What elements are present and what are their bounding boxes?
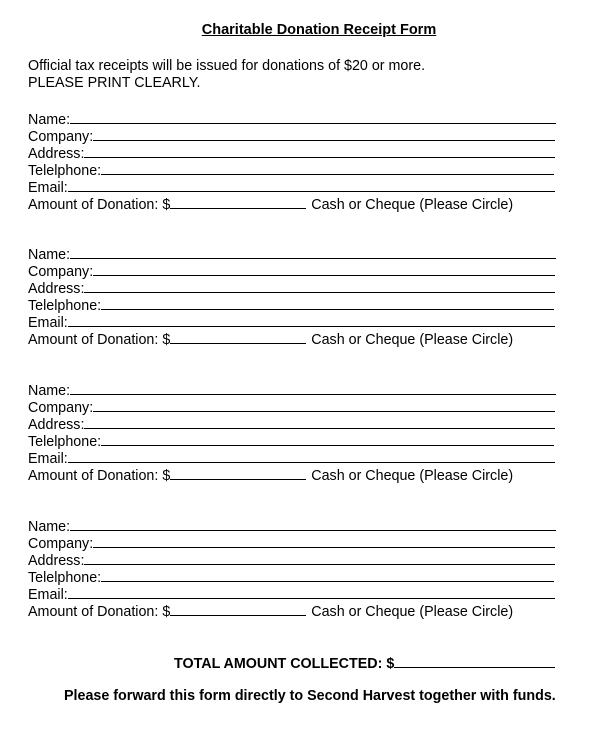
name-row: [28, 109, 568, 126]
email-row: [28, 448, 568, 465]
email-row: [28, 312, 568, 329]
telephone-label: Telelphone:: [28, 298, 102, 314]
amount-field[interactable]: [170, 465, 306, 480]
name-field[interactable]: [70, 516, 556, 531]
name-label: Name:: [28, 112, 71, 128]
name-row: [28, 516, 568, 533]
company-row: [28, 126, 568, 143]
total-amount-field[interactable]: [394, 653, 555, 668]
name-field[interactable]: [70, 380, 556, 395]
telephone-row: [28, 567, 568, 584]
donor-entry-block: [28, 109, 568, 211]
name-label: Name:: [28, 383, 71, 399]
address-label: Address:: [28, 281, 85, 297]
company-label: Company:: [28, 129, 94, 145]
telephone-row: [28, 295, 568, 312]
payment-method-text[interactable]: Cash or Cheque (Please Circle): [311, 604, 514, 620]
address-field[interactable]: [84, 143, 555, 158]
company-field[interactable]: [93, 261, 555, 276]
telephone-label: Telelphone:: [28, 570, 102, 586]
company-label: Company:: [28, 536, 94, 552]
form-title: Charitable Donation Receipt Form: [201, 22, 437, 38]
telephone-field[interactable]: [101, 567, 554, 582]
company-row: [28, 261, 568, 278]
amount-label: Amount of Donation: $: [28, 332, 171, 348]
telephone-field[interactable]: [101, 295, 554, 310]
address-label: Address:: [28, 417, 85, 433]
company-field[interactable]: [93, 397, 555, 412]
telephone-field[interactable]: [101, 160, 554, 175]
email-row: [28, 584, 568, 601]
company-label: Company:: [28, 264, 94, 280]
email-label: Email:: [28, 451, 68, 467]
name-row: [28, 380, 568, 397]
email-label: Email:: [28, 180, 68, 196]
intro-text: Official tax receipts will be issued for donations of $20 or more.: [28, 58, 426, 74]
email-field[interactable]: [68, 312, 555, 327]
address-field[interactable]: [84, 278, 555, 293]
amount-row: [28, 465, 568, 482]
amount-field[interactable]: [170, 601, 306, 616]
name-label: Name:: [28, 519, 71, 535]
telephone-label: Telelphone:: [28, 163, 102, 179]
address-row: [28, 414, 568, 431]
email-label: Email:: [28, 587, 68, 603]
telephone-row: [28, 160, 568, 177]
address-field[interactable]: [84, 414, 555, 429]
amount-label: Amount of Donation: $: [28, 604, 171, 620]
payment-method-text[interactable]: Cash or Cheque (Please Circle): [311, 197, 514, 213]
address-row: [28, 278, 568, 295]
amount-row: [28, 601, 568, 618]
address-label: Address:: [28, 553, 85, 569]
amount-row: [28, 329, 568, 346]
company-label: Company:: [28, 400, 94, 416]
amount-field[interactable]: [170, 329, 306, 344]
telephone-field[interactable]: [101, 431, 554, 446]
print-clearly-note: PLEASE PRINT CLEARLY.: [28, 75, 201, 91]
amount-row: [28, 194, 568, 211]
amount-label: Amount of Donation: $: [28, 197, 171, 213]
email-label: Email:: [28, 315, 68, 331]
company-row: [28, 533, 568, 550]
total-amount-label: TOTAL AMOUNT COLLECTED: $: [174, 656, 395, 672]
name-label: Name:: [28, 247, 71, 263]
amount-label: Amount of Donation: $: [28, 468, 171, 484]
company-field[interactable]: [93, 533, 555, 548]
telephone-row: [28, 431, 568, 448]
donor-entry-block: [28, 244, 568, 346]
donor-entry-block: [28, 380, 568, 482]
address-row: [28, 550, 568, 567]
address-row: [28, 143, 568, 160]
address-label: Address:: [28, 146, 85, 162]
email-field[interactable]: [68, 584, 555, 599]
amount-field[interactable]: [170, 194, 306, 209]
name-field[interactable]: [70, 244, 556, 259]
email-row: [28, 177, 568, 194]
name-row: [28, 244, 568, 261]
telephone-label: Telelphone:: [28, 434, 102, 450]
payment-method-text[interactable]: Cash or Cheque (Please Circle): [311, 468, 514, 484]
name-field[interactable]: [70, 109, 556, 124]
company-field[interactable]: [93, 126, 555, 141]
total-amount-row: [174, 653, 555, 672]
donor-entry-block: [28, 516, 568, 618]
address-field[interactable]: [84, 550, 555, 565]
email-field[interactable]: [68, 448, 555, 463]
company-row: [28, 397, 568, 414]
email-field[interactable]: [68, 177, 555, 192]
payment-method-text[interactable]: Cash or Cheque (Please Circle): [311, 332, 514, 348]
footer-instruction: Please forward this form directly to Second Harvest together with funds.: [64, 688, 556, 704]
